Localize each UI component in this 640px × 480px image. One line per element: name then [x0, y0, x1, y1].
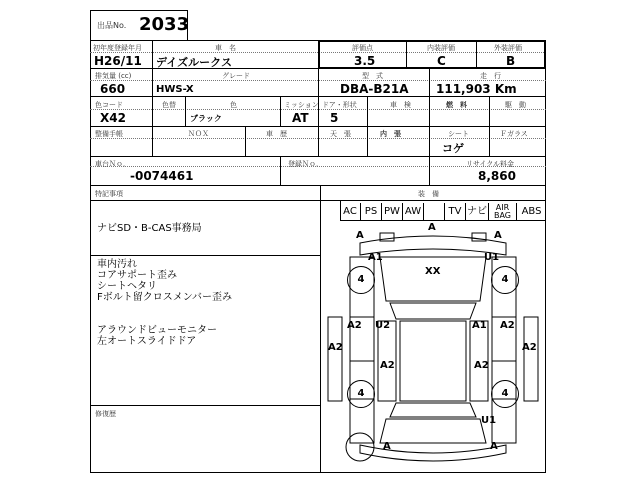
lot-number-box [90, 10, 188, 40]
mark-rear-right: A [490, 441, 498, 452]
color-value: ブラック [190, 114, 222, 123]
note-line: 左オートスライドドア [97, 336, 197, 347]
note-line: Fボルト留クロスメンバー歪み [97, 292, 233, 303]
mark-u1-low: U1 [481, 415, 497, 426]
equip-abs: ABS [521, 206, 542, 217]
mark-xx: XX [425, 266, 441, 277]
tire-rear-left: 4 [347, 380, 375, 408]
inner-trim-label: 内 張 [380, 130, 401, 138]
equip-pw: PW [382, 203, 403, 221]
color-change-label: 色替 [162, 101, 176, 109]
recycle-fee-value: 8,860 [478, 169, 516, 183]
mark-a1-mid: A1 [472, 320, 487, 331]
equip-airbag: AIR BAG [489, 203, 517, 221]
seat-value: コゲ [442, 142, 464, 155]
fuel-label: 燃 料 [446, 101, 467, 109]
transmission-label: ミッション [284, 101, 319, 109]
mileage-value: 111,903 Km [436, 82, 517, 96]
special-notes-list-2 [97, 325, 217, 347]
color-code-label: 色コード [95, 101, 123, 109]
chassis-label: 車台Ｎｏ． [95, 160, 130, 168]
inspection-label: 車 検 [390, 101, 411, 109]
car-name-label: 車 名 [215, 44, 236, 52]
chassis-value: -0074461 [130, 169, 194, 183]
special-notes-list [97, 259, 232, 303]
equip-tv: TV [445, 203, 466, 221]
mark-a2-low-right: A2 [474, 360, 489, 371]
car-name-value: デイズルークス [156, 56, 233, 69]
mark-a2-low-left: A2 [380, 360, 395, 371]
lot-number-label: 出品No. [97, 21, 127, 30]
special-note-navi: ナビSD・B-CAS事務局 [97, 223, 202, 234]
note-line: シートヘタリ [97, 281, 157, 292]
exterior-grade-value: B [506, 54, 516, 68]
windshield-label: Ｆガラス [500, 130, 528, 138]
displacement-value: 660 [100, 82, 126, 96]
service-book-label: 整備手帳 [95, 130, 123, 138]
seat-label: シート [448, 130, 469, 138]
model-code-value: DBA-B21A [340, 82, 409, 96]
displacement-label: 排気量 (cc) [95, 72, 132, 80]
color-label: 色 [230, 101, 237, 109]
nox-label: ＮＯＸ [188, 130, 209, 138]
reg-date-value: H26/11 [94, 54, 142, 68]
tire-rear-right: 4 [491, 380, 519, 408]
equip-blank [424, 203, 445, 221]
car-damage-diagram [320, 221, 546, 473]
mark-rear-left: A [383, 441, 391, 452]
interior-grade-value: C [437, 54, 446, 68]
interior-grade-label: 内装評価 [427, 44, 455, 52]
equip-navi: ナビ [466, 203, 489, 221]
mark-u1-right: U1 [484, 252, 500, 263]
drive-label: 駆 動 [505, 101, 526, 109]
tire-front-right: 4 [491, 266, 519, 294]
tire-front-left: 4 [347, 266, 375, 294]
doors-value: 5 [330, 111, 339, 125]
grade-label: グレード [222, 72, 250, 80]
repair-history-label: 修復歴 [95, 410, 116, 418]
mark-a2-side-right: A2 [500, 320, 515, 331]
doors-label: ドア・形状 [322, 101, 357, 109]
exterior-grade-label: 外装評価 [494, 44, 522, 52]
headliner-label: 天 張 [330, 130, 351, 138]
lot-number-value: 2033 [139, 14, 190, 35]
mark-u2: U2 [375, 320, 391, 331]
note-line: 車内汚れ [97, 259, 137, 270]
mark-front-right: A [494, 230, 502, 241]
score-value: 3.5 [354, 54, 376, 68]
note-line: アラウンドビューモニター [97, 325, 217, 336]
mark-a2-side-left: A2 [347, 320, 362, 331]
color-code-value: X42 [100, 111, 126, 125]
equipment-label: 装 備 [418, 190, 439, 198]
note-line: コアサポート歪み [97, 270, 177, 281]
mark-a1-left: A1 [368, 252, 383, 263]
mark-front-center: A [428, 222, 436, 233]
mark-a2-outer-right: A2 [522, 342, 537, 353]
reg-date-label: 初年度登録年月 [93, 44, 142, 52]
reg-number-label: 登録Ｎｏ． [288, 160, 323, 168]
equip-ac: AC [340, 203, 361, 221]
score-label: 評価点 [352, 44, 373, 52]
recycle-fee-label: リサイクル料金 [466, 160, 515, 168]
equip-aw: AW [403, 203, 424, 221]
transmission-value: AT [292, 111, 309, 125]
model-code-label: 型 式 [362, 72, 383, 80]
mileage-label: 走 行 [480, 72, 501, 80]
special-notes-label: 特記事項 [95, 190, 123, 198]
mark-a2-outer-left: A2 [328, 342, 343, 353]
history-label: 車 歴 [266, 130, 287, 138]
grade-value: HWS-X [156, 84, 194, 95]
mark-front-left: A [356, 230, 364, 241]
equip-ps: PS [361, 203, 382, 221]
